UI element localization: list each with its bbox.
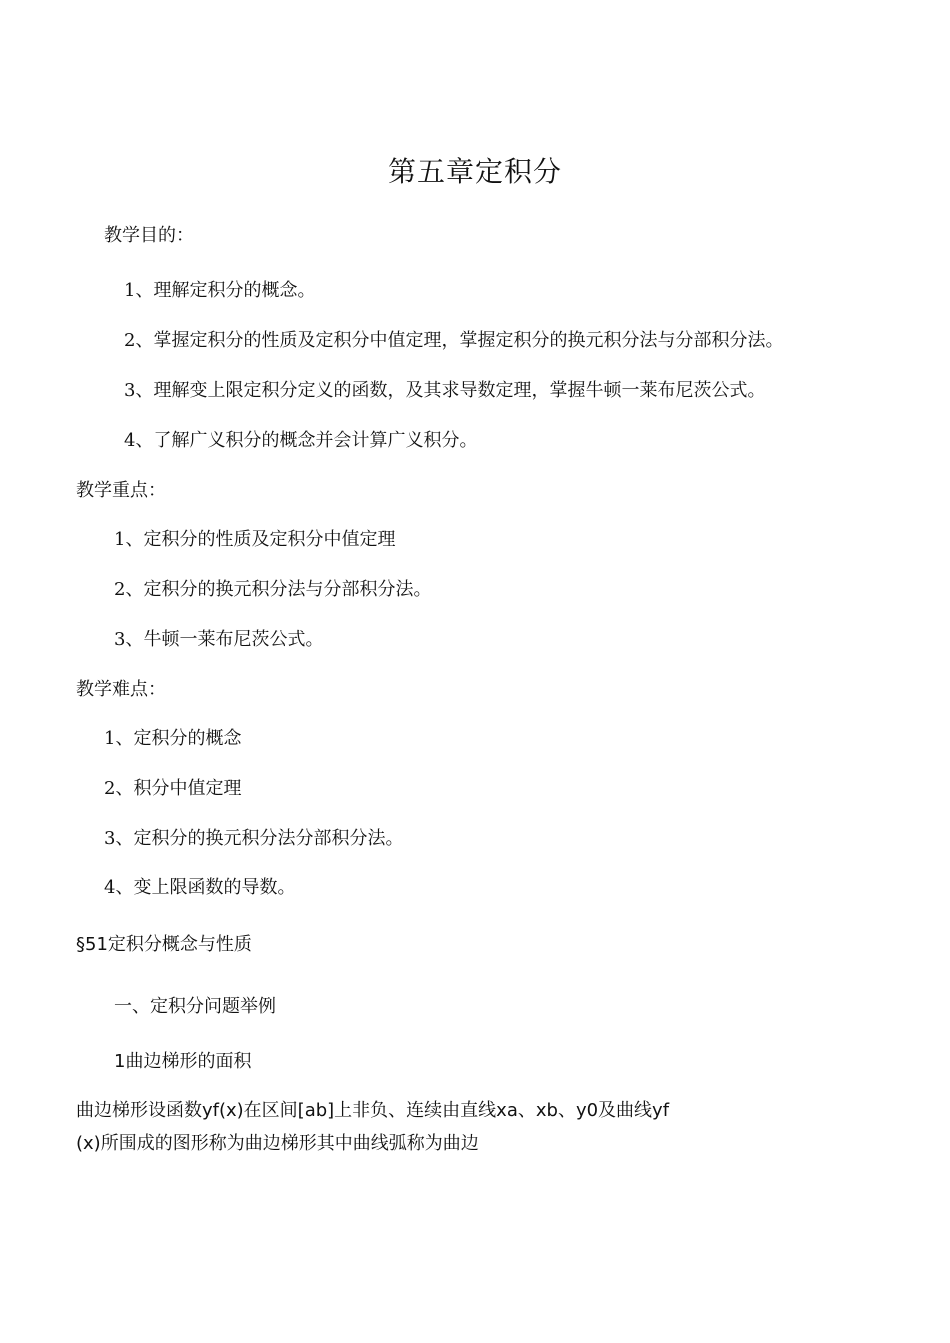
objectives-heading: 教学目的： [104,225,194,246]
item-number: 3 [124,380,136,401]
item-text: 、变上限函数的导数。 [115,877,296,898]
item-number: 4 [104,877,116,898]
key-point-item [114,528,395,552]
item-text: 、积分中值定理 [115,778,242,799]
item-number: 2 [104,778,116,799]
item-text: 、定积分的性质及定积分中值定理 [125,529,396,550]
objective-item [124,329,783,353]
difficulties-heading: 教学难点： [76,679,166,700]
difficulty-item [104,727,241,751]
item-text: 、了解广义积分的概念并会计算广义积分。 [135,430,478,451]
item-text: 、理解变上限定积分定义的函数，及其求导数定理，掌握牛顿一莱布尼茨公式。 [135,380,766,401]
objective-item [124,429,477,453]
paragraph-line: (x)所围成的图形称为曲边梯形其中曲线弧称为曲边 [76,1133,479,1154]
item-text: 、牛顿一莱布尼茨公式。 [125,629,324,650]
item-number: 1 [114,529,126,550]
item-number: 3 [104,828,116,849]
item-text: 、定积分的概念 [115,728,242,749]
section-heading: §51定积分概念与性质 [76,934,252,955]
item-text: 、掌握定积分的性质及定积分中值定理，掌握定积分的换元积分法与分部积分法。 [135,330,784,351]
difficulty-item [104,777,241,801]
key-point-item [114,578,431,602]
item-text: 、定积分的换元积分法分部积分法。 [115,828,404,849]
item-number: 3 [114,629,126,650]
difficulty-item [104,876,295,900]
item-text: 、理解定积分的概念。 [135,280,316,301]
key-point-item [114,628,323,652]
difficulty-item [104,827,403,851]
paragraph-line: 曲边梯形设函数yf(x)在区间[ab]上非负、连续由直线xa、xb、y0及曲线yf [76,1100,670,1121]
objective-item [124,279,315,303]
subsection-heading: 一、定积分问题举例 [114,996,276,1017]
item-number: 1 [124,280,136,301]
item-number: 2 [114,579,126,600]
item-number: 2 [124,330,136,351]
key-points-heading: 教学重点： [76,480,166,501]
objective-item [124,379,765,403]
item-number: 1 [104,728,116,749]
subsubsection-heading: 1曲边梯形的面积 [114,1051,252,1072]
item-text: 、定积分的换元积分法与分部积分法。 [125,579,432,600]
chapter-title: 第五章定积分 [387,155,562,188]
item-number: 4 [124,430,136,451]
